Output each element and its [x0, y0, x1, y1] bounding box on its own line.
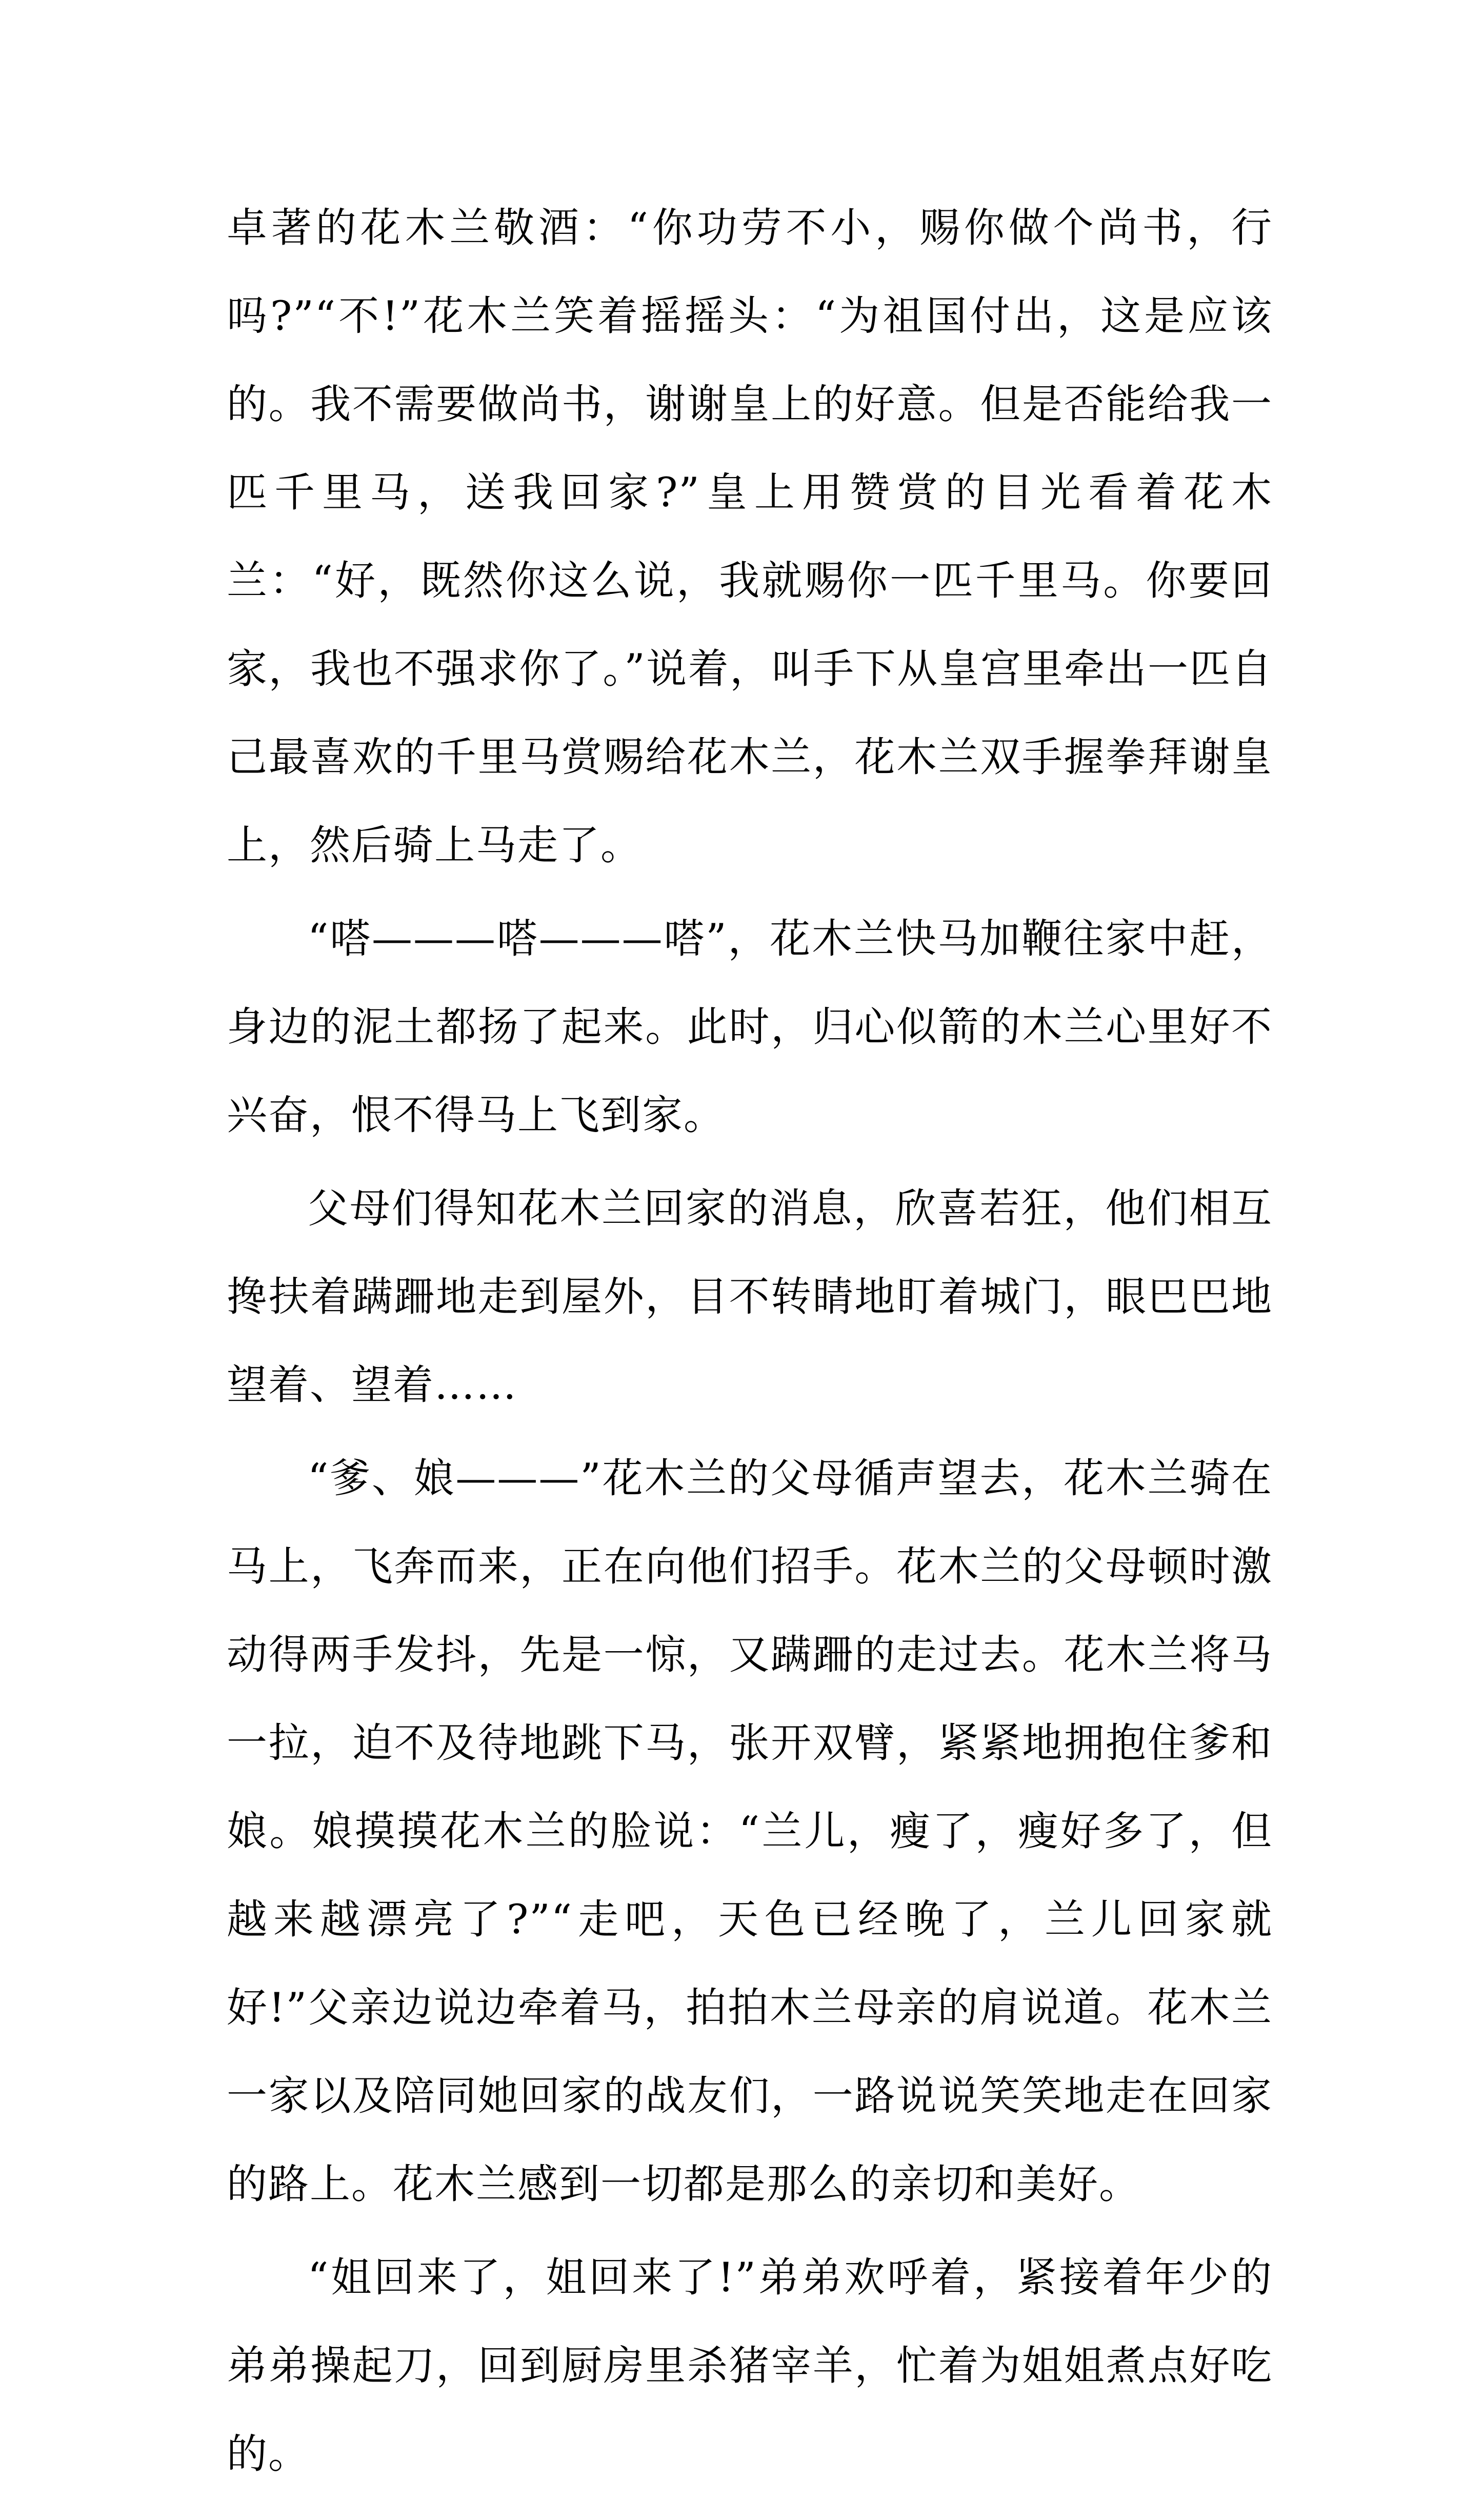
paragraph-2: “嗒———嗒———嗒”，花木兰快马加鞭往家中赶，身边的泥土都扬了起来。此时，归心似箭的木兰心里好不兴奋，恨不得马上飞到家。 — [227, 915, 1273, 1139]
document-page — [227, 184, 1273, 2498]
paragraph-4: “爹、娘———”花木兰的父母循声望去，花木兰骑在马上，飞奔而来，正在向他们招手。花木兰的父母顿时激动得两手发抖，先是一惊，又蹒跚的走过去。花木兰将马一拉，迫不及待地跳下马，张开双臂，紧紧地拥抱住爹和娘。娘摸摸花木兰的脸说：“兰儿，瘦了，瘦好多了，但越来越漂亮了?”“走吧，天色已经晚了，兰儿回家就好!”父亲边说边牵着马，拍拍木兰母亲的肩说道。花木兰一家以及陪同她回家的战友们，一路说说笑笑地走在回家的路上。花木兰感到一切都是那么的亲切和美好。 — [227, 1455, 1273, 2208]
paragraph-5: “姐回来了，姐回来了!”弟弟欢呼着，紧接着年少的弟弟操起刀，回到厨房里杀猪宰羊，忙着为姐姐煮点好吃的。 — [227, 2254, 1273, 2477]
paragraph-1: 卓著的花木兰敬酒：“你功劳不小，赐你做个尚书，行吗?”“不!”花木兰笑着摇摇头：“为祖国付出，这是应该的。我不需要做尚书，谢谢皇上的好意。但是否能给我一匹千里马，送我回家?”皇上用赞赏的目光看着花木兰：“好，既然你这么说，我就赐你一匹千里马。你要回家，我也不强求你了。”说着，叫手下从皇宫里牵出一匹自己最喜欢的千里马赏赐给花木兰，花木兰双手握拳拜谢皇上，然后骑上马走了。 — [227, 204, 1273, 869]
paragraph-3: 父母们得知花木兰回家的消息，欣喜若狂，他们相互搀扶着蹒跚地走到屋外，目不转睛地盯着城门，眼巴巴地望着、望着…… — [227, 1185, 1273, 1409]
